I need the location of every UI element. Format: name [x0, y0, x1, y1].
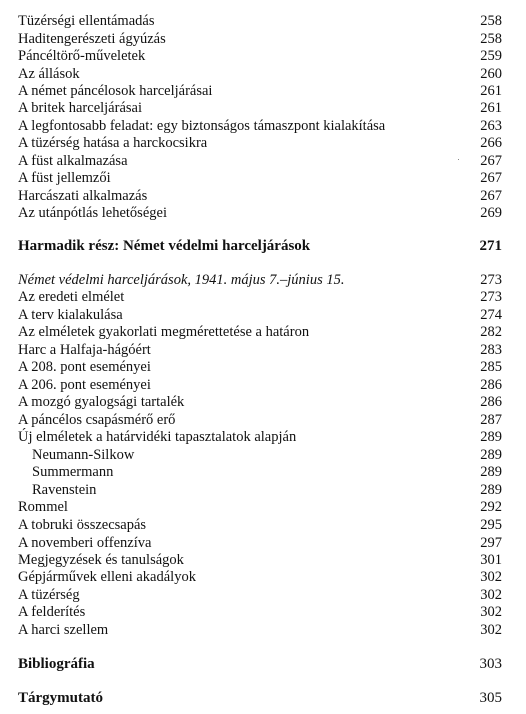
toc-entry — [18, 187, 502, 205]
toc-entry — [18, 47, 502, 65]
toc-entry-title: A tüzérség hatása a harckocsikra — [18, 135, 208, 151]
toc-entry — [18, 534, 502, 552]
toc-entry — [18, 99, 502, 117]
toc-entry-title: Tárgymutató — [18, 690, 103, 706]
toc-entry — [18, 463, 502, 481]
toc-entry — [18, 689, 502, 707]
toc-entry — [18, 621, 502, 639]
toc-entry-page-number: 302 — [480, 622, 502, 638]
toc-entry-page-number: 292 — [480, 499, 502, 515]
toc-entry — [18, 204, 502, 222]
toc-entry-page-number: 303 — [479, 656, 502, 672]
toc-entry-page-number: 289 — [480, 482, 502, 498]
toc-entry-page-number: 285 — [480, 359, 502, 375]
toc-entry — [18, 586, 502, 604]
toc-entry — [18, 516, 502, 534]
toc-entry-title: Az állások — [18, 66, 80, 82]
toc-entry-title: A harci szellem — [18, 622, 109, 638]
toc-entry-title: Harc a Halfaja-hágóért — [18, 342, 151, 358]
toc-entry — [18, 65, 502, 83]
toc-entry-page-number: 258 — [480, 13, 502, 29]
toc-entry-page-number: 289 — [480, 464, 502, 480]
scan-speck — [458, 159, 459, 160]
toc-entry-page-number: 260 — [480, 66, 502, 82]
toc-entry-page-number: 286 — [480, 377, 502, 393]
toc-entry-page-number: 297 — [480, 535, 502, 551]
toc-entry — [18, 498, 502, 516]
toc-entry-page-number: 267 — [480, 188, 502, 204]
toc-entry-title: A britek harceljárásai — [18, 100, 142, 116]
toc-entry-title: A német páncélosok harceljárásai — [18, 83, 213, 99]
toc-entry — [18, 411, 502, 429]
toc-entry — [18, 237, 502, 255]
toc-entry — [18, 134, 502, 152]
toc-entry-page-number: 261 — [480, 83, 502, 99]
toc-entry — [18, 551, 502, 569]
toc-entry-title: A novemberi offenzíva — [18, 535, 152, 551]
toc-entry-title: A terv kialakulása — [18, 307, 123, 323]
toc-entry-title: A füst alkalmazása — [18, 153, 128, 169]
toc-entry-title: Páncéltörő-műveletek — [18, 48, 146, 64]
toc-entry-title: A 206. pont eseményei — [18, 377, 151, 393]
toc-entry-page-number: 283 — [480, 342, 502, 358]
toc-entry — [18, 341, 502, 359]
toc-entry — [18, 30, 502, 48]
toc-entry-title: Neumann-Silkow — [32, 447, 135, 463]
toc-entry-page-number: 274 — [480, 307, 502, 323]
toc-entry — [18, 169, 502, 187]
toc-entry — [18, 446, 502, 464]
toc-entry-page-number: 267 — [480, 153, 502, 169]
toc-entry-page-number: 259 — [480, 48, 502, 64]
toc-entry-title: Az elméletek gyakorlati megmérettetése a határon — [18, 324, 310, 340]
toc-entry-title: A tüzérség — [18, 587, 80, 603]
toc-entry-page-number: 286 — [480, 394, 502, 410]
toc-entry-page-number: 305 — [479, 690, 502, 706]
toc-entry-title: A füst jellemzői — [18, 170, 111, 186]
toc-entry-page-number: 289 — [480, 447, 502, 463]
toc-entry — [18, 152, 502, 170]
toc-entry-title: Tüzérségi ellentámadás — [18, 13, 155, 29]
toc-entry-title: Gépjárművek elleni akadályok — [18, 569, 196, 585]
toc-entry — [18, 82, 502, 100]
toc-entry-title: Haditengerészeti ágyúzás — [18, 31, 166, 47]
toc-entry — [18, 481, 502, 499]
toc-entry — [18, 655, 502, 673]
toc-entry-title: Harcászati alkalmazás — [18, 188, 148, 204]
toc-entry — [18, 271, 502, 289]
toc-entry-title: A tobruki összecsapás — [18, 517, 147, 533]
toc-entry — [18, 117, 502, 135]
toc-entry — [18, 568, 502, 586]
toc-entry-page-number: 266 — [480, 135, 502, 151]
toc-entry-title: Új elméletek a határvidéki tapasztalatok alapján — [18, 429, 297, 445]
toc-entry-page-number: 302 — [480, 587, 502, 603]
toc-entry-title: A felderítés — [18, 604, 86, 620]
toc-entry-page-number: 302 — [480, 569, 502, 585]
toc-entry-page-number: 271 — [479, 238, 502, 254]
toc-entry-page-number: 282 — [480, 324, 502, 340]
toc-entry-title: Rommel — [18, 499, 68, 515]
toc-entry — [18, 376, 502, 394]
toc-entry — [18, 323, 502, 341]
toc-entry-title: Bibliográfia — [18, 656, 95, 672]
toc-entry-title: Német védelmi harceljárások, 1941. május 7.–június 15. — [18, 272, 345, 288]
toc-entry-page-number: 261 — [480, 100, 502, 116]
toc-entry-title: Az eredeti elmélet — [18, 289, 125, 305]
toc-entry — [18, 306, 502, 324]
toc-entry-title: A páncélos csapásmérő erő — [18, 412, 176, 428]
toc-entry — [18, 393, 502, 411]
toc-entry-title: A mozgó gyalogsági tartalék — [18, 394, 185, 410]
toc-entry — [18, 358, 502, 376]
toc-entry-page-number: 267 — [480, 170, 502, 186]
toc-entry-title: A legfontosabb feladat: egy biztonságos támaszpont kialakítása — [18, 118, 386, 134]
toc-entry-page-number: 295 — [480, 517, 502, 533]
toc-entry-title: Summermann — [32, 464, 114, 480]
toc-entry — [18, 603, 502, 621]
toc-entry — [18, 288, 502, 306]
toc-entry-title: Az utánpótlás lehetőségei — [18, 205, 167, 221]
toc-entry-page-number: 301 — [480, 552, 502, 568]
toc-entry-page-number: 258 — [480, 31, 502, 47]
toc-entry-title: Megjegyzések és tanulságok — [18, 552, 184, 568]
toc-entry-title: Ravenstein — [32, 482, 97, 498]
toc-entry-title: Harmadik rész: Német védelmi harceljárások — [18, 238, 311, 254]
toc-entry-page-number: 273 — [480, 272, 502, 288]
toc-entry — [18, 12, 502, 30]
toc-entry-page-number: 289 — [480, 429, 502, 445]
toc-entry-page-number: 287 — [480, 412, 502, 428]
toc-entry-page-number: 302 — [480, 604, 502, 620]
toc-entry-page-number: 273 — [480, 289, 502, 305]
toc-entry-page-number: 263 — [480, 118, 502, 134]
toc-entry-page-number: 269 — [480, 205, 502, 221]
toc-entry — [18, 428, 502, 446]
toc-entry-title: A 208. pont eseményei — [18, 359, 151, 375]
